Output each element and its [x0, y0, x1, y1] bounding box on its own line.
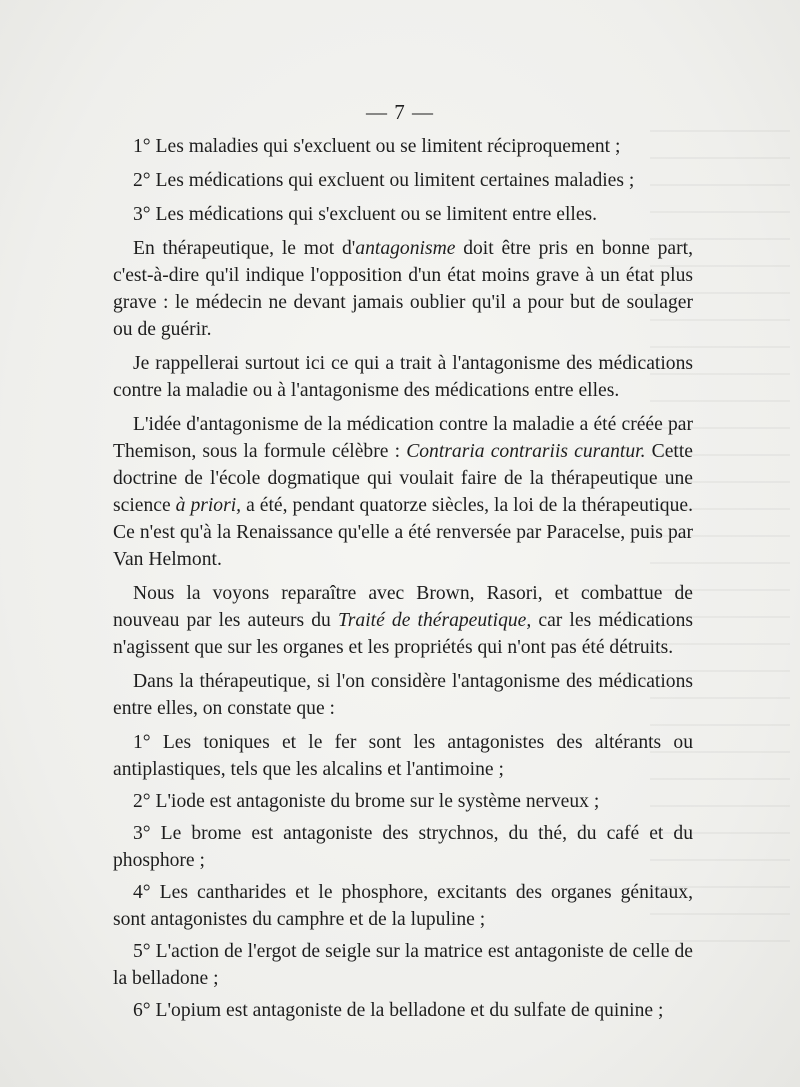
- paragraph-rappellerai: Je rappellerai surtout ici ce qui a trait à l'antagonisme des médications contre la maladie ou à l'antagonisme des médications entre elles.: [113, 353, 693, 401]
- intro-item-3: 3° Les médications qui s'excluent ou se limitent entre elles.: [133, 204, 598, 225]
- paragraph-constate: Dans la thérapeutique, si l'on considère l'antagonisme des médications entre elles, on constate que :: [113, 671, 693, 719]
- paragraph-brown-rasori: Nous la voyons reparaître avec Brown, Rasori, et combattue de nouveau par les auteurs du Traité de thérapeutique, car les médications n'agissent que sur les organes et les propriétés qui n'ont pas été détruits.: [113, 583, 693, 658]
- list-item-3: 3° Le brome est antagoniste des strychnos, du thé, du café et du phosphore ;: [113, 823, 693, 871]
- paragraph-themison: L'idée d'antagonisme de la médication contre la maladie a été créée par Themison, sous la formule célèbre : Contraria contrariis curantur. Cette doctrine de l'école dogmatique qui voulait faire de la thérapeutique une science à priori, a été, pendant quatorze siècles, la loi de la thérapeutique. Ce n'est qu'à la Renaissance qu'elle a été renversée par Paracelse, puis par Van Helmont.: [113, 414, 693, 570]
- paragraph-therapeutique: En thérapeutique, le mot d'antagonisme doit être pris en bonne part, c'est-à-dire qu'il indique l'opposition d'un état moins grave à un état plus grave : le médecin ne devant jamais oublier qu'il a pour but de soulager ou de guérir.: [113, 238, 693, 340]
- list-item-2: 2° L'iode est antagoniste du brome sur le système nerveux ;: [133, 791, 600, 812]
- intro-item-2: 2° Les médications qui excluent ou limitent certaines maladies ;: [133, 170, 635, 191]
- list-item-1: 1° Les toniques et le fer sont les antagonistes des altérants ou antiplastiques, tels que les alcalins et l'antimoine ;: [113, 732, 693, 780]
- list-item-6: 6° L'opium est antagoniste de la belladone et du sulfate de quinine ;: [133, 1000, 664, 1021]
- intro-item-1: 1° Les maladies qui s'excluent ou se limitent réciproquement ;: [133, 136, 621, 157]
- list-item-4: 4° Les cantharides et le phosphore, excitants des organes génitaux, sont antagonistes du camphre et de la lupuline ;: [113, 882, 693, 930]
- page-number: — 7 —: [366, 100, 434, 124]
- body-text: [113, 133, 693, 1031]
- list-item-5: 5° L'action de l'ergot de seigle sur la matrice est antagoniste de celle de la belladone ;: [113, 941, 693, 989]
